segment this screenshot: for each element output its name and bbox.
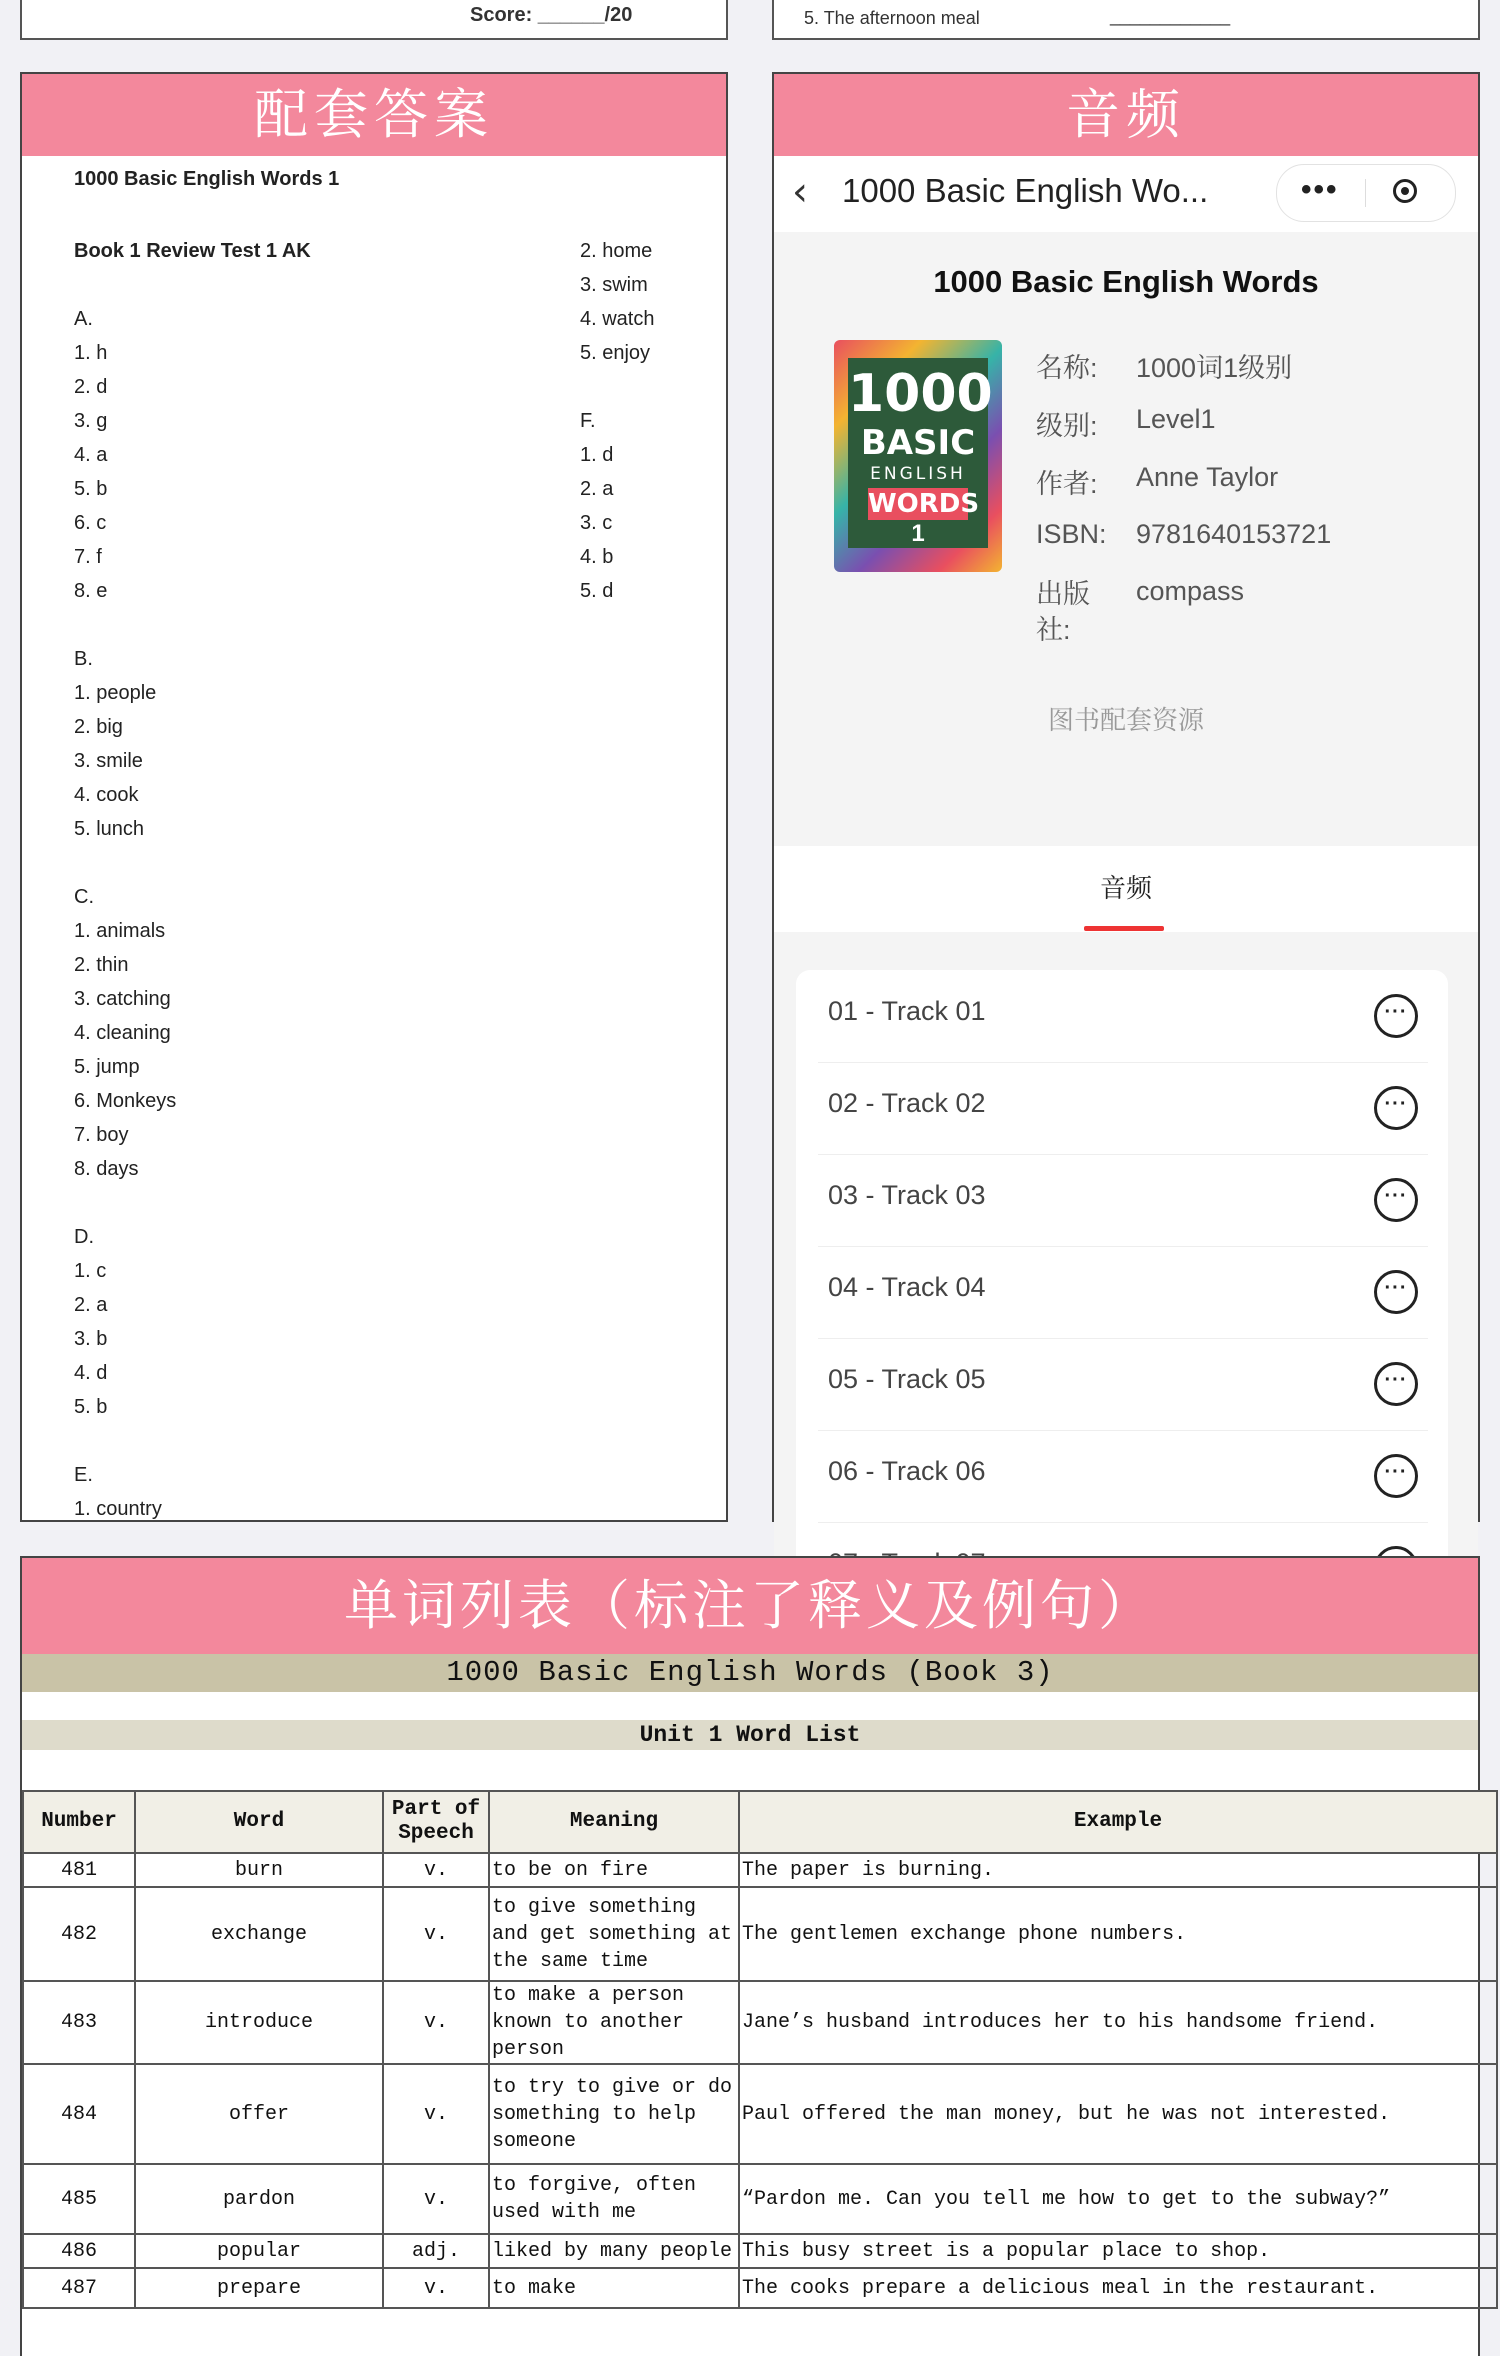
answer-item: 4. b bbox=[580, 546, 614, 568]
cell-number: 485 bbox=[23, 2164, 135, 2234]
answer-key-body bbox=[74, 162, 694, 1520]
track-item[interactable] bbox=[818, 1062, 1428, 1155]
book-resources-label: 图书配套资源 bbox=[1047, 705, 1204, 735]
table-row bbox=[23, 1887, 1497, 1981]
track-item[interactable] bbox=[818, 970, 1428, 1063]
cell-number: 487 bbox=[23, 2268, 135, 2308]
table-row bbox=[23, 2268, 1497, 2308]
word-list-body bbox=[23, 1853, 1497, 2308]
back-arrow-icon[interactable]: ‹ bbox=[792, 169, 808, 215]
cell-pos: v. bbox=[383, 2164, 489, 2234]
meta-key: ISBN: bbox=[1036, 519, 1107, 549]
track-more-icon[interactable]: ··· bbox=[1374, 1086, 1418, 1130]
cell-example: Paul offered the man money, but he was not interested. bbox=[739, 2064, 1497, 2164]
meta-key: 出版社: bbox=[1036, 579, 1090, 645]
cell-word: exchange bbox=[135, 1887, 383, 1981]
cell-example: The cooks prepare a delicious meal in the restaurant. bbox=[739, 2268, 1497, 2308]
cover-text-1000: 1000 bbox=[848, 364, 993, 424]
track-more-icon[interactable]: ··· bbox=[1374, 1270, 1418, 1314]
meta-key: 级别: bbox=[1036, 411, 1098, 441]
answer-item: 3. b bbox=[74, 1328, 108, 1350]
table-row bbox=[23, 2064, 1497, 2164]
meta-value: 1000词1级别 bbox=[1136, 353, 1293, 383]
book-info-section bbox=[774, 232, 1478, 846]
spacer bbox=[74, 1424, 176, 1458]
col-word-header: Word bbox=[135, 1791, 383, 1853]
tab-audio[interactable]: 音频 bbox=[1099, 873, 1152, 903]
answer-item: F. bbox=[580, 410, 596, 432]
answer-test-title: Book 1 Review Test 1 AK bbox=[74, 240, 311, 262]
table-row bbox=[23, 1853, 1497, 1887]
cell-pos: v. bbox=[383, 1853, 489, 1887]
answer-item: 1. country bbox=[74, 1498, 162, 1520]
answer-item: 5. lunch bbox=[74, 818, 145, 840]
cell-pos: v. bbox=[383, 1981, 489, 2064]
question-text: 5. The afternoon meal bbox=[804, 8, 980, 28]
spacer bbox=[580, 370, 654, 404]
meta-key: 作者: bbox=[1036, 469, 1098, 499]
track-name: 04 - Track 04 bbox=[828, 1272, 986, 1302]
cell-word: burn bbox=[135, 1853, 383, 1887]
answer-key-panel bbox=[20, 72, 728, 1522]
answer-item: 1. people bbox=[74, 682, 157, 704]
worksheet-strip-left bbox=[20, 0, 728, 40]
meta-key: 名称: bbox=[1036, 353, 1098, 383]
table-row bbox=[23, 2164, 1497, 2234]
word-list-table bbox=[22, 1790, 1498, 2309]
track-more-icon[interactable]: ··· bbox=[1374, 1178, 1418, 1222]
book-cover-image bbox=[834, 340, 1002, 572]
cell-number: 482 bbox=[23, 1887, 135, 1981]
table-header-row bbox=[23, 1791, 1497, 1853]
cover-text-words: WORDS bbox=[868, 489, 980, 519]
audio-panel bbox=[772, 72, 1480, 1522]
table-row bbox=[23, 2234, 1497, 2268]
answer-item: C. bbox=[74, 886, 94, 908]
answer-item: 8. e bbox=[74, 580, 108, 602]
answer-item: 2. d bbox=[74, 376, 108, 398]
cell-number: 486 bbox=[23, 2234, 135, 2268]
audio-header: 音频 bbox=[774, 74, 1478, 156]
score-label: Score: ______/20 bbox=[470, 4, 633, 26]
answer-item: 3. smile bbox=[74, 750, 143, 772]
answer-item: 3. g bbox=[74, 410, 108, 432]
meta-value: 9781640153721 bbox=[1136, 519, 1332, 549]
answer-right-column bbox=[580, 234, 654, 608]
answer-item: 4. cook bbox=[74, 784, 139, 806]
answer-doc-title: 1000 Basic English Words 1 bbox=[74, 168, 340, 190]
cell-meaning: liked by many people bbox=[489, 2234, 739, 2268]
answer-item: D. bbox=[74, 1226, 94, 1248]
track-item[interactable] bbox=[818, 1430, 1428, 1523]
tab-bar bbox=[774, 846, 1478, 932]
cell-example: “Pardon me. Can you tell me how to get to the subway?” bbox=[739, 2164, 1497, 2234]
book-heading: 1000 Basic English Words (Book 3) bbox=[22, 1654, 1478, 1692]
answer-item: 1. h bbox=[74, 342, 108, 364]
cell-example: This busy street is a popular place to shop. bbox=[739, 2234, 1497, 2268]
track-name: 02 - Track 02 bbox=[828, 1088, 986, 1118]
nav-title: 1000 Basic English Wo... bbox=[842, 172, 1209, 209]
answer-item: 5. b bbox=[74, 1396, 108, 1418]
answer-item: 7. boy bbox=[74, 1124, 129, 1146]
spacer bbox=[74, 846, 176, 880]
mini-program-capsule bbox=[1276, 164, 1456, 222]
cell-pos: v. bbox=[383, 2268, 489, 2308]
answer-item: 4. watch bbox=[580, 308, 655, 330]
track-name: 01 - Track 01 bbox=[828, 996, 986, 1026]
answer-item: 5. jump bbox=[74, 1056, 140, 1078]
col-meaning-header: Meaning bbox=[489, 1791, 739, 1853]
active-tab-indicator bbox=[1084, 926, 1164, 931]
answer-item: 1. d bbox=[580, 444, 614, 466]
more-dots-icon[interactable]: ••• bbox=[1301, 173, 1339, 206]
answer-item: 2. big bbox=[74, 716, 123, 738]
answer-item: 2. a bbox=[74, 1294, 108, 1316]
answer-item: 4. a bbox=[74, 444, 108, 466]
cell-number: 484 bbox=[23, 2064, 135, 2164]
cell-meaning: to make bbox=[489, 2268, 739, 2308]
answer-item: 4. cleaning bbox=[74, 1022, 171, 1044]
col-example-header: Example bbox=[739, 1791, 1497, 1853]
answer-item: 6. c bbox=[74, 512, 107, 534]
capsule-divider bbox=[1365, 179, 1366, 207]
unit-heading: Unit 1 Word List bbox=[22, 1720, 1478, 1750]
track-list-area bbox=[774, 932, 1478, 1632]
track-name: 06 - Track 06 bbox=[828, 1456, 986, 1486]
word-list-banner: 单词列表（标注了释义及例句） bbox=[22, 1558, 1478, 1654]
track-more-icon[interactable]: ··· bbox=[1374, 1362, 1418, 1406]
answer-item: 5. enjoy bbox=[580, 342, 651, 364]
answer-item: 6. Monkeys bbox=[74, 1090, 177, 1112]
cell-meaning: to forgive, often used with me bbox=[489, 2164, 739, 2234]
cell-number: 481 bbox=[23, 1853, 135, 1887]
answer-item: 5. d bbox=[580, 580, 614, 602]
cell-pos: v. bbox=[383, 2064, 489, 2164]
answer-item: 3. swim bbox=[580, 274, 648, 296]
answer-item: 3. catching bbox=[74, 988, 171, 1010]
cover-text-level: 1 bbox=[911, 520, 925, 547]
cover-text-basic: BASIC bbox=[860, 423, 976, 463]
answer-item: 8. days bbox=[74, 1158, 139, 1180]
track-item[interactable] bbox=[818, 1338, 1428, 1431]
answer-item: 5. b bbox=[74, 478, 108, 500]
cell-pos: v. bbox=[383, 1887, 489, 1981]
cell-example: The paper is burning. bbox=[739, 1853, 1497, 1887]
cell-word: pardon bbox=[135, 2164, 383, 2234]
table-row bbox=[23, 1981, 1497, 2064]
cell-meaning: to be on fire bbox=[489, 1853, 739, 1887]
spacer bbox=[74, 1186, 176, 1220]
cell-example: Jane’s husband introduces her to his handsome friend. bbox=[739, 1981, 1497, 2064]
cell-meaning: to try to give or do something to help someone bbox=[489, 2064, 739, 2164]
answer-item: 1. animals bbox=[74, 920, 166, 942]
word-list-panel bbox=[20, 1556, 1480, 2356]
answer-left-column bbox=[74, 302, 176, 1526]
answer-key-header: 配套答案 bbox=[22, 74, 726, 156]
cell-meaning: to make a person known to another person bbox=[489, 1981, 739, 2064]
cover-text-english: ENGLISH bbox=[870, 464, 966, 484]
cell-word: prepare bbox=[135, 2268, 383, 2308]
worksheet-strip-right bbox=[772, 0, 1480, 40]
meta-value: compass bbox=[1136, 576, 1245, 606]
cell-word: introduce bbox=[135, 1981, 383, 2064]
answer-item: B. bbox=[74, 648, 93, 670]
answer-item: 3. c bbox=[580, 512, 613, 534]
spacer bbox=[74, 608, 176, 642]
track-more-icon[interactable]: ··· bbox=[1374, 994, 1418, 1038]
cell-example: The gentlemen exchange phone numbers. bbox=[739, 1887, 1497, 1981]
cell-word: popular bbox=[135, 2234, 383, 2268]
answer-item: 1. c bbox=[74, 1260, 107, 1282]
answer-item: 7. f bbox=[74, 546, 102, 568]
cell-pos: adj. bbox=[383, 2234, 489, 2268]
close-target-icon[interactable] bbox=[1393, 179, 1417, 203]
answer-blank: ____________ bbox=[1110, 6, 1231, 26]
track-name: 05 - Track 05 bbox=[828, 1364, 986, 1394]
track-name: 03 - Track 03 bbox=[828, 1180, 986, 1210]
track-item[interactable] bbox=[818, 1154, 1428, 1247]
meta-value: Level1 bbox=[1136, 404, 1216, 434]
track-item[interactable] bbox=[818, 1246, 1428, 1339]
answer-item: 2. home bbox=[580, 240, 653, 262]
answer-item: 2. thin bbox=[74, 954, 129, 976]
answer-item: A. bbox=[74, 308, 93, 330]
meta-value: Anne Taylor bbox=[1136, 462, 1279, 492]
col-pos-header: Part of Speech bbox=[383, 1791, 489, 1853]
answer-item: 4. d bbox=[74, 1362, 108, 1384]
answer-item: E. bbox=[74, 1464, 93, 1486]
mini-program-navbar bbox=[774, 156, 1478, 232]
cell-number: 483 bbox=[23, 1981, 135, 2064]
cell-meaning: to give something and get something at the same time bbox=[489, 1887, 739, 1981]
answer-item: 2. a bbox=[580, 478, 614, 500]
cell-word: offer bbox=[135, 2064, 383, 2164]
cover-panel bbox=[848, 358, 993, 548]
book-title: 1000 Basic English Words bbox=[933, 264, 1319, 299]
track-more-icon[interactable]: ··· bbox=[1374, 1454, 1418, 1498]
col-number-header: Number bbox=[23, 1791, 135, 1853]
